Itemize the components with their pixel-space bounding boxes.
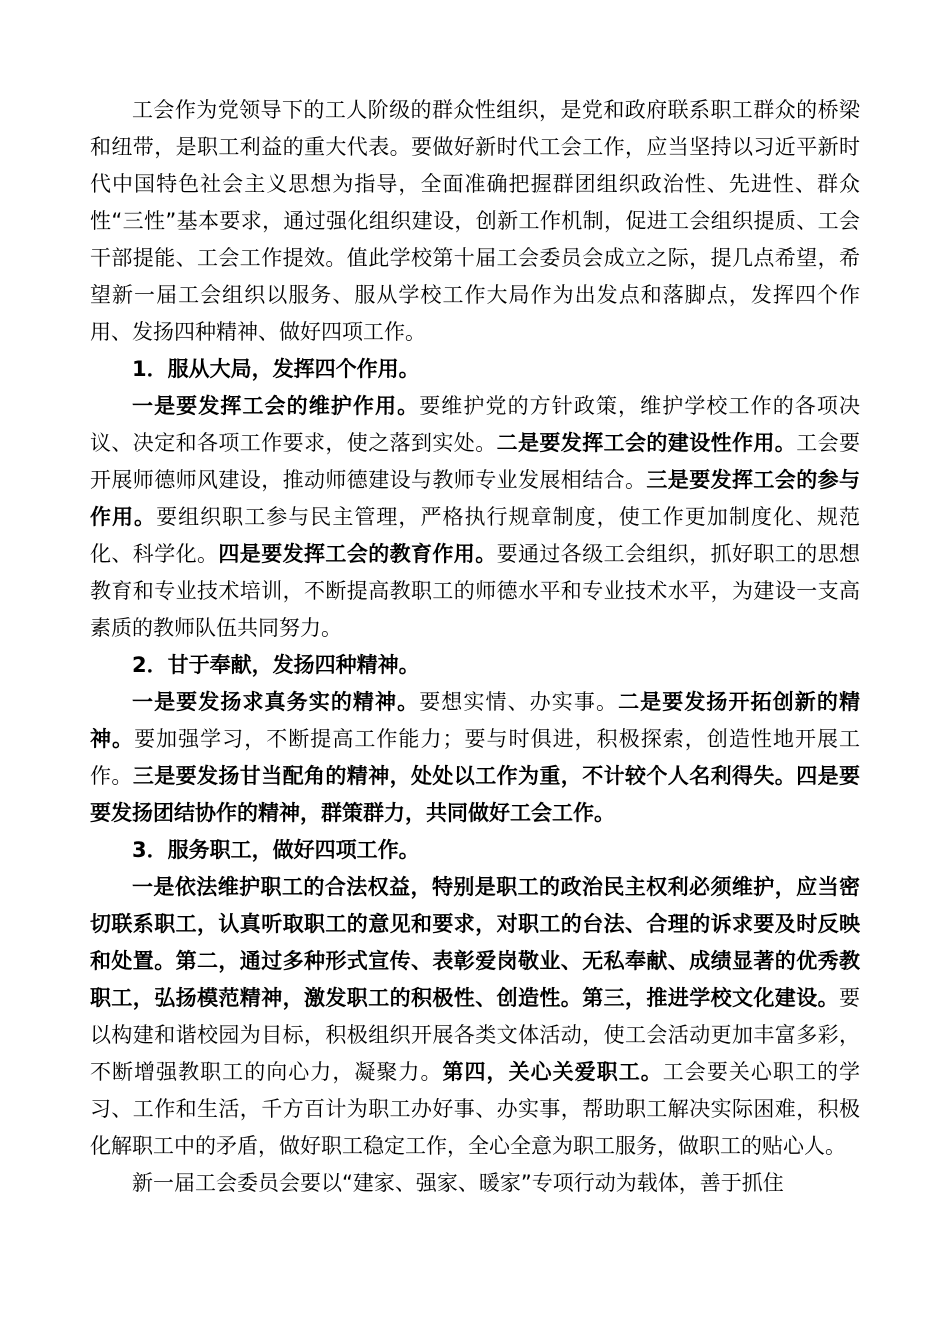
text-segment: 工会要关心职工的学习、工作和生活，千方百计为职工办好事、办实事，帮助职工解决实际困难，积极化解职工中的矛盾，做好职工稳定工作，全心全意为职工服务，做职工的贴心人。 [90,1060,861,1158]
intro-paragraph [90,92,860,351]
text-segment: 要以构建和谐校园为目标，积极组织开展各类文体活动，使工会活动更加丰富多彩，不断增强教职工的向心力，凝聚力。 [90,986,860,1084]
text-segment: 要组织职工参与民主管理，严格执行规章制度，使工作更加制度化、规范化、科学化。 [90,505,861,566]
section-heading-1 [90,351,860,388]
section-heading-3 [90,832,860,869]
text-segment: 要通过各级工会组织，抓好职工的思想教育和专业技术培训，不断提高教职工的师德水平和专业技术水平，为建设一支高素质的教师队伍共同努力。 [90,542,861,640]
section-heading-2 [90,647,860,684]
section-1-paragraph [90,388,860,647]
bold-phrase: 二是要发扬开拓创新的精神。 [90,690,860,751]
section-2-paragraph [90,684,860,832]
heading-text: 2．甘于奉献，发扬四种精神。 [132,653,420,677]
bold-phrase: 一是依法维护职工的合法权益，特别是职工的政治民主权利必须维护，应当密切联系职工，认真听取职工的意见和要求，对职工的台法、合理的诉求要及时反映和处置。第二，通过多种形式宣传、表彰爱岗敬业、无私奉献、成绩显著的优秀教职工，弘扬模范精神，激发职工的积极性、创造性。第三，推进学校文化建设。 [90,875,860,1010]
heading-text: 1．服从大局，发挥四个作用。 [132,357,420,381]
bold-phrase: 三是要发扬甘当配角的精神，处处以工作为重，不计较个人名利得失。四是要要发扬团结协作的精神，群策群力，共同做好工会工作。 [90,764,861,825]
text-segment: 工会要开展师德师风建设，推动师德建设与教师专业发展相结合。 [90,431,861,492]
text-segment: 工会作为党领导下的工人阶级的群众性组织，是党和政府联系职工群众的桥梁和纽带，是职工利益的重大代表。要做好新时代工会工作，应当坚持以习近平新时代中国特色社会主义思想为指导，全面准确把握群团组织政治性、先进性、群众性“三性”基本要求，通过强化组织建设，创新工作机制，促进工会组织提质、工会干部提能、工会工作提效。值此学校第十届工会委员会成立之际，提几点希望，希望新一届工会组织以服务、服从学校工作大局作为出发点和落脚点，发挥四个作用、发扬四种精神、做好四项工作。 [90,98,860,344]
bold-phrase: 一是要发挥工会的维护作用。 [132,394,420,418]
closing-paragraph [90,1165,860,1202]
bold-phrase: 三是要发挥工会的参与作用。 [90,468,861,529]
bold-phrase: 四是要发挥工会的教育作用。 [218,542,497,566]
bold-phrase: 第四，关心关爱职工。 [442,1060,663,1084]
document-page [90,92,860,1202]
text-segment: 要维护党的方针政策，维护学校工作的各项决议、决定和各项工作要求，使之落到实处。 [90,394,860,455]
text-segment: 新一届工会委员会要以“建家、强家、暖家”专项行动为载体，善于抓住 [132,1171,784,1195]
text-segment: 要想实情、办实事。 [419,690,619,714]
bold-phrase: 一是要发扬求真务实的精神。 [132,690,420,714]
text-segment: 要加强学习，不断提高工作能力；要与时俱进，积极探索，创造性地开展工作。 [90,727,861,788]
heading-text: 3．服务职工，做好四项工作。 [132,838,420,862]
bold-phrase: 二是要发挥工会的建设性作用。 [496,431,797,455]
section-3-paragraph [90,869,860,1165]
